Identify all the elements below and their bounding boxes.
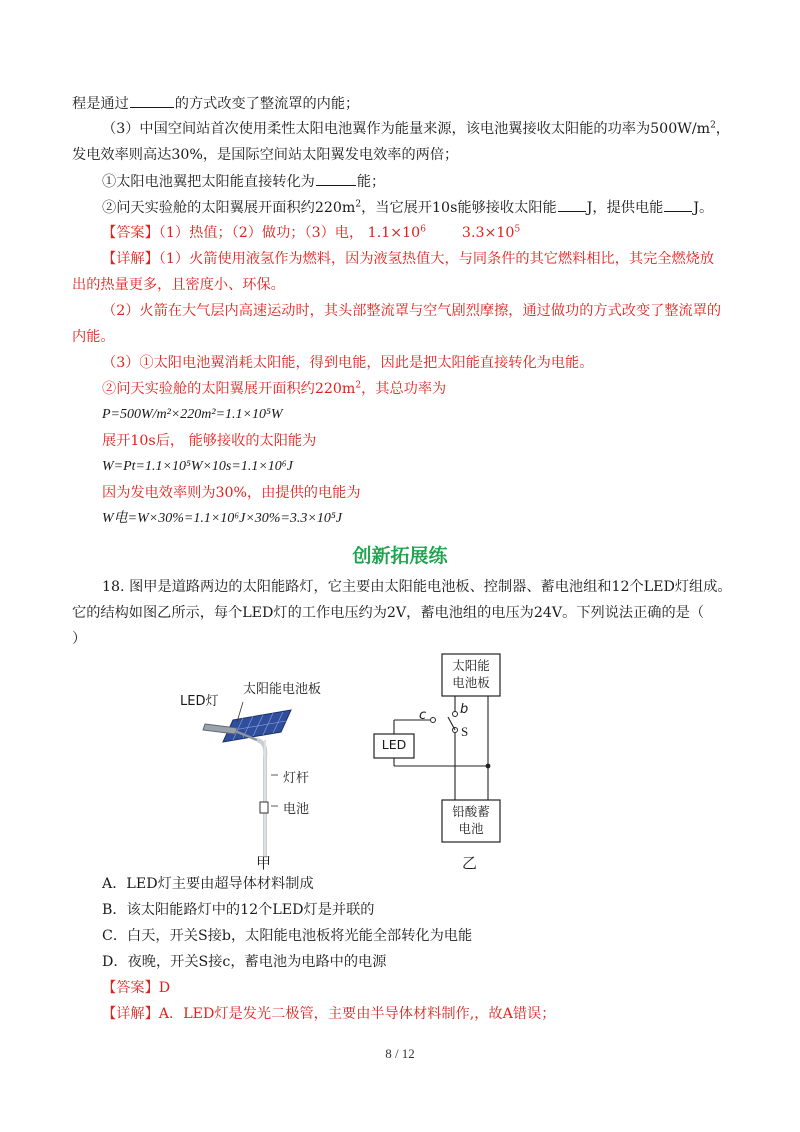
question-stem: 18. 图甲是道路两边的太阳能路灯，它主要由太阳能电池板、控制器、蓄电池组和12个LED灯组成。 xyxy=(102,579,732,595)
explanation-line: （2）火箭在大气层内高速运动时，其头部整流罩与空气剧烈摩擦，通过做功的方式改变了整流罩的 xyxy=(102,303,722,319)
label-solar-panel: 太阳能电池板 xyxy=(243,682,322,697)
label-b: b xyxy=(460,702,469,717)
text-line xyxy=(102,171,385,192)
label-c: c xyxy=(419,708,427,723)
text-fragment: J，提供电能 xyxy=(586,200,664,216)
text-fragment: 的方式改变了整流罩的内能； xyxy=(174,96,360,112)
battery-box-label xyxy=(442,803,500,837)
text-fragment: ①太阳电池翼把太阳能直接转化为 xyxy=(102,174,315,190)
text-fragment: （3）中国空间站首次使用柔性太阳电池翼作为能量来源，该电池翼接收太阳能的功率为500W/m xyxy=(102,121,711,137)
contact-c xyxy=(431,718,436,723)
page-number: 8 / 12 xyxy=(385,1046,415,1061)
battery-box-line1: 铅酸蓄 xyxy=(452,804,490,819)
text-fragment: ， xyxy=(715,121,730,137)
explanation-text: ，其总功率为 xyxy=(361,381,447,397)
text-fragment: J。 xyxy=(693,200,714,216)
led-box-label: LED xyxy=(381,737,407,752)
explanation-line: （3）①太阳电池翼消耗太阳能，得到电能，因此是把太阳能直接转化为电能。 xyxy=(102,355,594,371)
formula-electric-energy: W电=W×30%=1.1×10⁶J×30%=3.3×10⁵J xyxy=(102,511,342,526)
question-stem: 它的结构如图乙所示，每个LED灯的工作电压约为2V，蓄电池组的电压为24V。下列说法正确的是（ xyxy=(72,605,705,621)
label-switch-s: S xyxy=(461,724,469,739)
section-title: 创新拓展练 xyxy=(352,545,448,567)
text-fragment: 程是通过 xyxy=(72,96,129,112)
battery-icon xyxy=(260,802,268,813)
answer-line xyxy=(102,223,520,243)
superscript: 2 xyxy=(355,380,362,391)
formula-power: P=500W/m²×220m²=1.1×10⁵W xyxy=(102,407,283,422)
text-line xyxy=(72,93,359,114)
option-b: B．该太阳能路灯中的12个LED灯是并联的 xyxy=(102,902,375,918)
superscript: 2 xyxy=(355,199,362,210)
panel-box-label xyxy=(442,657,500,691)
answer-blank xyxy=(130,93,174,108)
answer-text: 3.3×10 xyxy=(461,225,515,241)
label-lamp-pole: 灯杆 xyxy=(283,771,310,786)
explanation-line xyxy=(102,1004,555,1024)
explanation-text: A．LED灯是发光二极管，主要由半导体材料制作,，故A错误； xyxy=(158,1006,556,1022)
answer-value: D xyxy=(158,980,171,996)
question-stem: ） xyxy=(72,631,87,647)
superscript: 2 xyxy=(710,120,716,131)
answer-blank xyxy=(316,171,356,186)
explanation-text: ②问天实验舱的太阳翼展开面积约220m xyxy=(102,381,356,397)
detail-tag: 【详解】 xyxy=(102,251,159,267)
option-c: C．白天，开关S接b，太阳能电池板将光能全部转化为电能 xyxy=(102,928,473,944)
panel-box-line2: 电池板 xyxy=(452,675,490,690)
explanation-line: 出的热量更多，且密度小、环保。 xyxy=(72,277,285,293)
answer-blank xyxy=(664,197,692,212)
formula-energy: W=Pt=1.1×10⁵W×10s=1.1×10⁶J xyxy=(102,459,293,474)
label-led-lamp: LED灯 xyxy=(180,694,219,709)
battery-box-line2: 电池 xyxy=(458,821,484,836)
junction-dot xyxy=(486,764,491,769)
text-line: 发电效率则高达30%，是国际空间站太阳翼发电效率的两倍； xyxy=(72,147,459,163)
detail-tag: 【详解】 xyxy=(102,1006,159,1022)
option-d: D．夜晚，开关S接c，蓄电池为电路中的电源 xyxy=(102,954,387,970)
explanation-line: 内能。 xyxy=(72,329,115,345)
answer-tag: 【答案】 xyxy=(102,225,159,241)
explanation-line xyxy=(102,379,446,399)
figure-caption-jia: 甲 xyxy=(256,854,272,872)
text-fragment: ②问天实验舱的太阳翼展开面积约220m xyxy=(102,200,356,216)
panel-box-line1: 太阳能 xyxy=(452,658,490,673)
solar-panel-icon xyxy=(223,710,291,742)
text-fragment: 能； xyxy=(356,174,386,190)
answer-tag: 【答案】 xyxy=(102,980,159,996)
contact-b xyxy=(453,712,458,717)
figure-caption-yi: 乙 xyxy=(462,854,478,872)
label-battery: 电池 xyxy=(283,802,310,817)
explanation-line xyxy=(102,249,714,269)
explanation-text: （1）火箭使用液氢作为燃料，因为液氢热值大，与同条件的其它燃料相比，其完全燃烧放 xyxy=(158,251,715,267)
option-a: A．LED灯主要由超导体材料制成 xyxy=(102,876,314,892)
superscript: 5 xyxy=(514,224,521,235)
figure-yi xyxy=(360,650,530,850)
superscript: 6 xyxy=(420,224,426,235)
figure-jia xyxy=(175,680,345,860)
text-line xyxy=(102,197,713,218)
answer-text: （1）热值；（2）做功；（3）电， 1.1×10 xyxy=(158,225,421,241)
explanation-line: 展开10s后， 能够接收的太阳能为 xyxy=(102,433,317,449)
answer-blank xyxy=(558,197,586,212)
answer-line xyxy=(102,978,170,998)
text-line xyxy=(102,119,730,139)
switch-lever xyxy=(448,717,455,730)
explanation-line: 因为发电效率则为30%，由提供的电能为 xyxy=(102,485,361,501)
text-fragment: ，当它展开10s能够接收太阳能 xyxy=(361,200,557,216)
